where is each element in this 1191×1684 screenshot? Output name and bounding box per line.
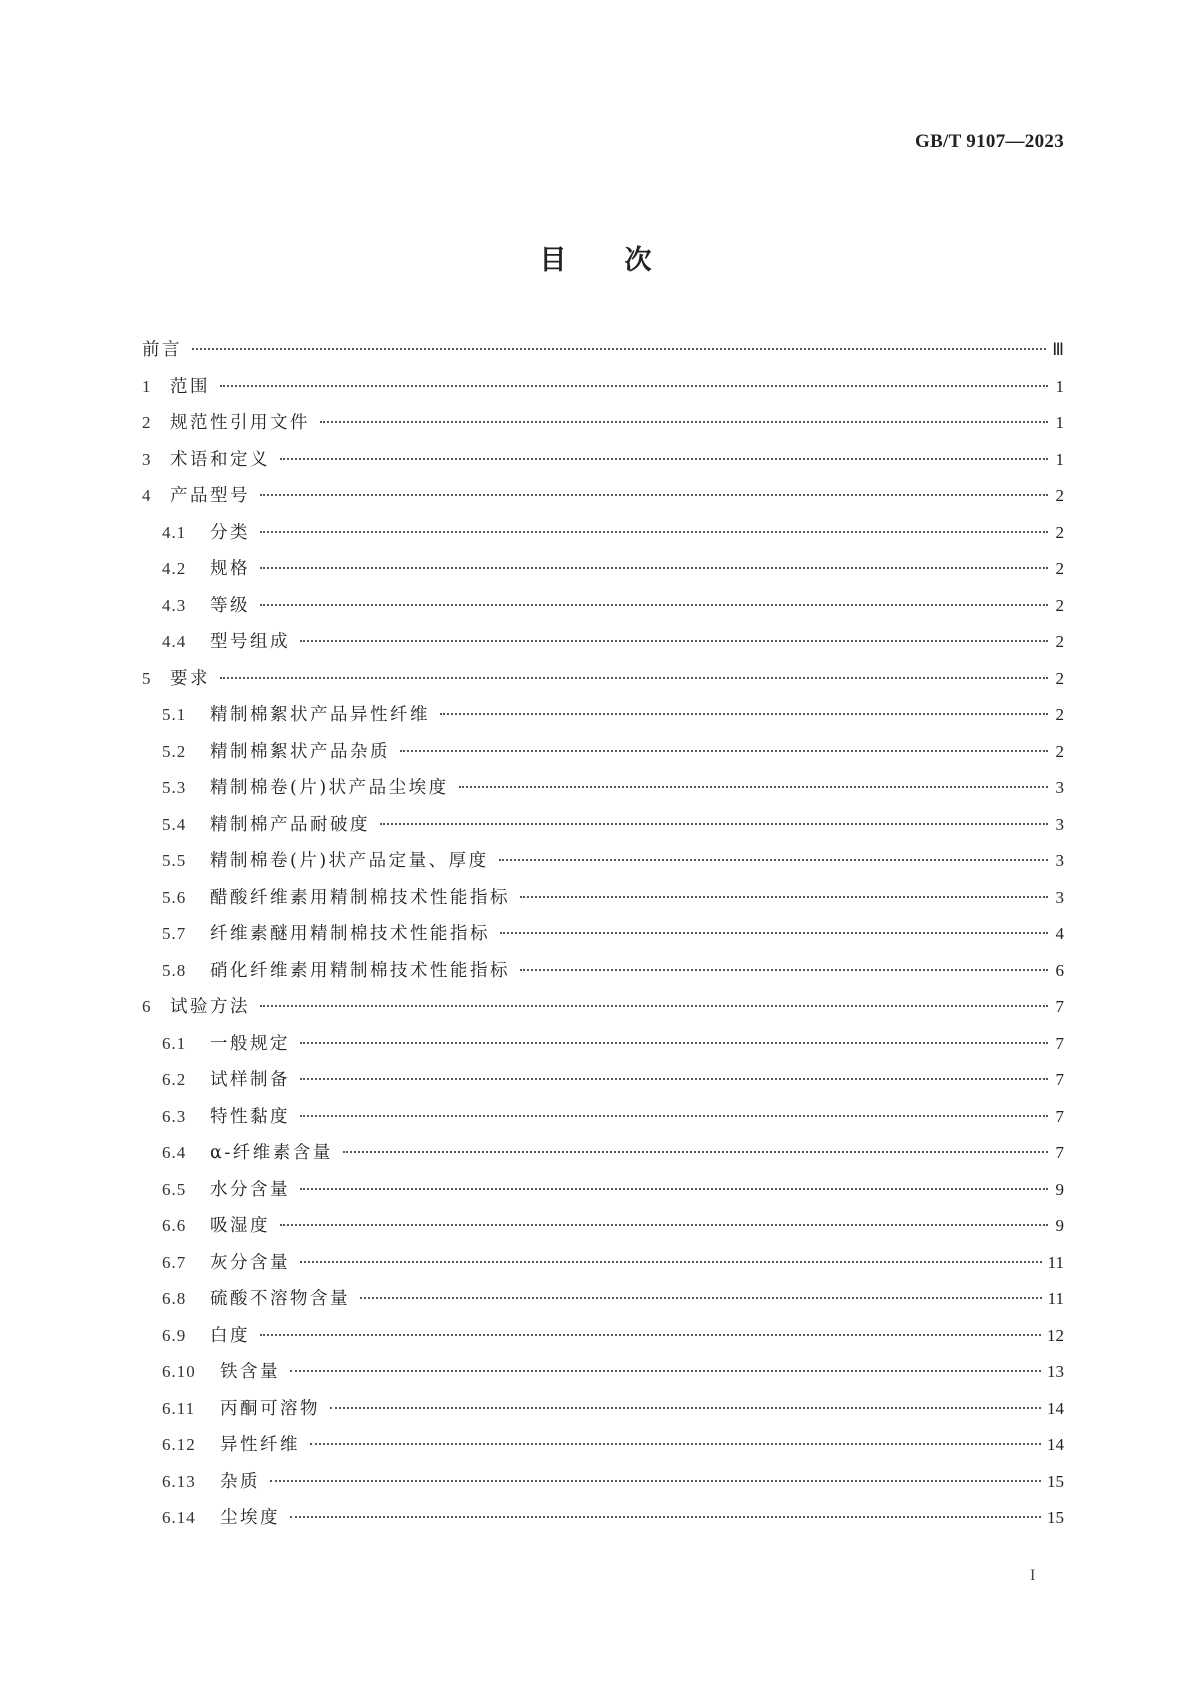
- toc-entry-page: 3: [1055, 814, 1064, 834]
- toc-entry[interactable]: [142, 628, 1064, 665]
- page-title: 目次: [539, 245, 710, 276]
- toc-entry[interactable]: [142, 665, 1064, 702]
- toc-entry-page: 1: [1055, 376, 1064, 396]
- toc-entry-title: 精制棉絮状产品杂质: [210, 741, 390, 762]
- toc-entry-page: 7: [1055, 1033, 1064, 1053]
- dot-leader: [260, 567, 1048, 569]
- toc-entry-page: 7: [1055, 1143, 1064, 1162]
- toc-entry-number: 5.5: [162, 851, 187, 870]
- toc-entry-page: 3: [1055, 851, 1064, 870]
- toc-entry-number: 6.3: [162, 1106, 187, 1126]
- toc-entry[interactable]: [142, 847, 1064, 884]
- toc-entry-number: 6.12: [162, 1435, 196, 1454]
- toc-entry-number: 5.1: [162, 705, 187, 724]
- toc-entry-page: 13: [1047, 1362, 1064, 1381]
- dot-leader: [300, 1042, 1048, 1044]
- toc-entry-number: 2: [142, 413, 152, 432]
- toc-entry-title: 精制棉产品耐破度: [210, 814, 370, 835]
- dot-leader: [499, 859, 1048, 861]
- toc-entry[interactable]: [142, 1030, 1064, 1067]
- toc-entry-page: 1: [1055, 449, 1064, 469]
- toc-entry-title: 精制棉卷(片)状产品尘埃度: [210, 778, 449, 798]
- toc-entry-title: 精制棉絮状产品异性纤维: [210, 705, 430, 725]
- toc-entry-page: 11: [1047, 1252, 1064, 1272]
- toc-entry-title: 范围: [170, 376, 210, 397]
- toc-entry-page: 6: [1055, 960, 1064, 980]
- toc-entry-page: 2: [1055, 632, 1064, 651]
- toc-entry[interactable]: [142, 1285, 1064, 1322]
- toc-entry-number: 5.8: [162, 960, 187, 980]
- toc-entry[interactable]: [142, 1322, 1064, 1359]
- toc-entry-number: 4.4: [162, 632, 187, 651]
- toc-entry-number: 5.4: [162, 814, 187, 834]
- toc-entry[interactable]: [142, 884, 1064, 921]
- dot-leader: [459, 786, 1048, 788]
- dot-leader: [300, 1078, 1048, 1080]
- toc-entry-title: 尘埃度: [220, 1508, 280, 1528]
- toc-entry[interactable]: [142, 336, 1064, 373]
- toc-entry-title: 规格: [210, 559, 250, 579]
- toc-entry[interactable]: [142, 920, 1064, 957]
- dot-leader: [260, 1334, 1041, 1336]
- toc-entry-page: 9: [1055, 1179, 1064, 1199]
- dot-leader: [290, 1370, 1041, 1372]
- toc-entry-title: α-纤维素含量: [210, 1143, 333, 1163]
- toc-entry[interactable]: [142, 993, 1064, 1030]
- toc-entry[interactable]: [142, 592, 1064, 629]
- toc-entry-number: 6.5: [162, 1179, 187, 1199]
- toc-entry-page: 1: [1055, 413, 1064, 432]
- toc-entry[interactable]: [142, 1176, 1064, 1213]
- toc-entry-page: 11: [1047, 1289, 1064, 1308]
- toc-entry-page: 2: [1055, 595, 1064, 615]
- toc-entry-number: 6: [142, 997, 152, 1016]
- toc-entry-title: 特性黏度: [210, 1106, 290, 1127]
- toc-entry-title: 白度: [210, 1325, 250, 1346]
- toc-entry[interactable]: [142, 1395, 1064, 1432]
- toc-entry[interactable]: [142, 1139, 1064, 1176]
- toc-entry-page: 14: [1047, 1435, 1064, 1454]
- toc-entry-page: 9: [1055, 1216, 1064, 1235]
- toc-entry-page: 15: [1047, 1508, 1064, 1527]
- dot-leader: [300, 1261, 1042, 1263]
- toc-entry-number: 5: [142, 668, 152, 688]
- dot-leader: [440, 713, 1048, 715]
- dot-leader: [300, 1188, 1048, 1190]
- toc-entry-number: 6.10: [162, 1362, 196, 1381]
- toc-entry-page: 3: [1055, 887, 1064, 907]
- toc-entry-number: 5.3: [162, 778, 187, 797]
- dot-leader: [220, 385, 1048, 387]
- toc-entry-number: 1: [142, 376, 152, 396]
- dot-leader: [520, 896, 1048, 898]
- toc-entry-title: 纤维素醚用精制棉技术性能指标: [210, 924, 490, 944]
- table-of-contents: [142, 336, 1064, 1541]
- toc-entry-page: 4: [1055, 924, 1064, 943]
- toc-entry[interactable]: [142, 555, 1064, 592]
- toc-entry[interactable]: [142, 811, 1064, 848]
- dot-leader: [260, 494, 1048, 496]
- dot-leader: [220, 677, 1048, 679]
- toc-entry-page: 2: [1055, 668, 1064, 688]
- toc-entry[interactable]: [142, 1066, 1064, 1103]
- toc-entry-number: 6.6: [162, 1216, 187, 1235]
- toc-entry-page: 7: [1055, 997, 1064, 1016]
- toc-entry-number: 6.4: [162, 1143, 187, 1162]
- dot-leader: [280, 1224, 1048, 1226]
- toc-entry-page: 7: [1055, 1070, 1064, 1089]
- toc-entry-title: 分类: [210, 522, 250, 543]
- toc-entry-title: 精制棉卷(片)状产品定量、厚度: [210, 851, 489, 871]
- toc-entry-number: 6.1: [162, 1033, 187, 1053]
- toc-entry-number: 6.7: [162, 1252, 187, 1272]
- toc-entry-number: 4.1: [162, 522, 187, 542]
- toc-entry-number: 4: [142, 486, 152, 505]
- toc-entry-title: 试验方法: [170, 997, 250, 1017]
- dot-leader: [343, 1151, 1048, 1153]
- dot-leader: [290, 1516, 1041, 1518]
- toc-entry[interactable]: [142, 519, 1064, 556]
- toc-entry-page: 2: [1055, 486, 1064, 505]
- toc-entry-page: 2: [1055, 705, 1064, 724]
- toc-entry-number: 5.2: [162, 741, 187, 761]
- toc-entry-number: 4.3: [162, 595, 187, 615]
- dot-leader: [330, 1407, 1041, 1409]
- toc-entry-page: 2: [1055, 522, 1064, 542]
- dot-leader: [260, 604, 1048, 606]
- toc-entry[interactable]: [142, 409, 1064, 446]
- dot-leader: [260, 531, 1048, 533]
- toc-entry-title: 等级: [210, 595, 250, 616]
- toc-entry-number: 3: [142, 449, 152, 469]
- toc-entry[interactable]: [142, 482, 1064, 519]
- toc-entry-title: 吸湿度: [210, 1216, 270, 1236]
- toc-entry[interactable]: [142, 1103, 1064, 1140]
- toc-entry-title: 水分含量: [210, 1179, 290, 1200]
- toc-entry-page: 2: [1055, 741, 1064, 761]
- toc-entry-title: 灰分含量: [210, 1252, 290, 1273]
- toc-entry[interactable]: [142, 1468, 1064, 1505]
- toc-entry-number: 4.2: [162, 559, 187, 578]
- dot-leader: [300, 1115, 1048, 1117]
- toc-entry-page: 14: [1047, 1398, 1064, 1418]
- dot-leader: [380, 823, 1048, 825]
- toc-entry[interactable]: [142, 738, 1064, 775]
- toc-entry-title: 术语和定义: [170, 449, 270, 470]
- toc-entry-title: 异性纤维: [220, 1435, 300, 1455]
- dot-leader: [280, 458, 1048, 460]
- toc-entry-number: 6.9: [162, 1325, 187, 1345]
- toc-entry-page: 12: [1047, 1325, 1064, 1345]
- toc-entry-page: 15: [1047, 1471, 1064, 1491]
- toc-entry-page: 2: [1055, 559, 1064, 578]
- toc-entry[interactable]: [142, 957, 1064, 994]
- toc-entry-number: 6.13: [162, 1471, 196, 1491]
- dot-leader: [260, 1005, 1048, 1007]
- toc-entry-title: 丙酮可溶物: [220, 1398, 320, 1419]
- toc-entry-title: 要求: [170, 668, 210, 689]
- toc-entry-title: 硫酸不溶物含量: [210, 1289, 350, 1309]
- dot-leader: [192, 348, 1046, 350]
- toc-entry[interactable]: [142, 1358, 1064, 1395]
- toc-entry-page: 7: [1055, 1106, 1064, 1126]
- toc-entry-title: 杂质: [220, 1471, 260, 1492]
- toc-entry[interactable]: [142, 1504, 1064, 1541]
- toc-entry-page: 3: [1055, 778, 1064, 797]
- toc-entry-title: 硝化纤维素用精制棉技术性能指标: [210, 960, 510, 981]
- toc-entry[interactable]: [142, 701, 1064, 738]
- dot-leader: [300, 640, 1048, 642]
- standard-code: GB/T 9107—2023: [914, 131, 1064, 152]
- toc-entry[interactable]: [142, 774, 1064, 811]
- dot-leader: [400, 750, 1048, 752]
- toc-entry-title: 一般规定: [210, 1033, 290, 1054]
- toc-entry-title: 规范性引用文件: [170, 413, 310, 433]
- dot-leader: [360, 1297, 1042, 1299]
- dot-leader: [320, 421, 1048, 423]
- dot-leader: [270, 1480, 1041, 1482]
- toc-entry-title: 型号组成: [210, 632, 290, 652]
- dot-leader: [500, 932, 1048, 934]
- toc-entry[interactable]: [142, 1212, 1064, 1249]
- page-number: I: [1030, 1567, 1036, 1584]
- toc-entry-title: 前言: [142, 340, 182, 360]
- toc-entry[interactable]: [142, 446, 1064, 483]
- toc-entry-number: 6.2: [162, 1070, 187, 1089]
- toc-entry-number: 6.14: [162, 1508, 196, 1527]
- toc-entry-page: Ⅲ: [1052, 340, 1064, 359]
- toc-entry-number: 6.8: [162, 1289, 187, 1308]
- toc-entry[interactable]: [142, 1249, 1064, 1286]
- toc-entry-title: 试样制备: [210, 1070, 290, 1090]
- toc-entry-number: 5.7: [162, 924, 187, 943]
- toc-entry-number: 6.11: [162, 1398, 196, 1418]
- toc-entry-number: 5.6: [162, 887, 187, 907]
- toc-entry[interactable]: [142, 1431, 1064, 1468]
- toc-entry-title: 醋酸纤维素用精制棉技术性能指标: [210, 887, 510, 908]
- toc-entry-title: 产品型号: [170, 486, 250, 506]
- dot-leader: [520, 969, 1048, 971]
- dot-leader: [310, 1443, 1041, 1445]
- toc-entry-title: 铁含量: [220, 1362, 280, 1382]
- toc-entry[interactable]: [142, 373, 1064, 410]
